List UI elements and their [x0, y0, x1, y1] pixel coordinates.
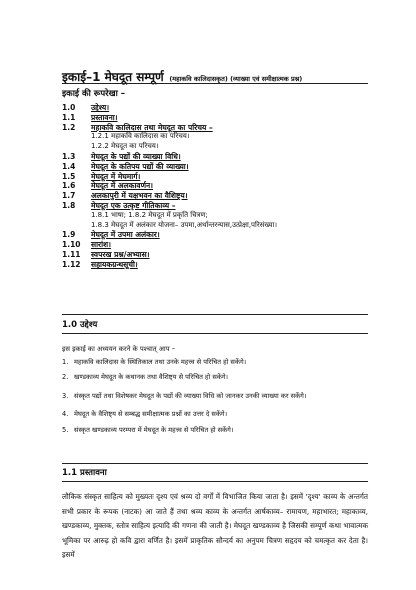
section-rule-top — [62, 314, 368, 315]
objective-item — [62, 389, 368, 404]
toc-row — [62, 113, 368, 123]
objective-number: 4. — [62, 410, 69, 419]
toc-label: उद्देश्य। — [91, 103, 110, 112]
toc-subrow — [62, 211, 368, 221]
objective-item — [62, 426, 368, 434]
toc-row — [62, 181, 368, 191]
toc-label: मेघदूत एक उत्कृष्ट गीतिकाव्य – — [91, 200, 176, 210]
toc-row — [62, 230, 368, 240]
toc-num: 1.8 — [62, 200, 76, 210]
objective-number: 2. — [62, 373, 69, 382]
toc-row — [62, 103, 368, 113]
toc-row — [62, 152, 368, 162]
toc-sub-label: 1.8.3 मेघदूत में अलंकार योजना– उपमा,अर्थान्तरन्यास,उत्प्रेक्षा,परिसंख्या। — [91, 220, 278, 229]
toc-label: स्वपरख प्रश्न/अभ्यास। — [91, 249, 150, 259]
objective-text: संस्कृत पद्यों तथा विशेषकर मेघदूत के पद्यों की व्याख्या विधि को जानकर उनकी व्याख्या कर सकेंगे। — [74, 391, 307, 400]
toc-label: मेघदूत में उपमा अलंकार। — [91, 230, 160, 240]
objective-text: महाकवि कालिदास के स्थितिकाल तथा उनके महत्त्व से परिचित हो सकेंगे। — [74, 358, 247, 366]
toc-label: मेघदूत में अलकावर्णन। — [91, 181, 153, 191]
objective-number: 5. — [62, 425, 69, 434]
toc-label: अलकापुरी में यक्षभवन का वैशिष्ट्य। — [91, 191, 188, 201]
toc-num: 1.0 — [62, 103, 76, 112]
objectives-intro: इस इकाई का अध्ययन करने के पश्चात् आप – — [62, 345, 176, 353]
toc-row — [62, 123, 368, 133]
toc-sub-label: 1.2.1 महाकवि कालिदास का परिचय। — [91, 132, 190, 141]
objectives-list — [62, 358, 368, 441]
toc-row — [62, 260, 368, 270]
toc-num: 1.11 — [62, 249, 81, 259]
section-heading-objectives: 1.0 उद्देश्य — [62, 320, 98, 330]
toc-title: इकाई की रूपरेखा – — [62, 89, 125, 99]
toc-num: 1.3 — [62, 151, 76, 161]
section-rule-bottom — [62, 481, 368, 482]
toc-row — [62, 240, 368, 250]
toc-subrow — [62, 221, 368, 231]
toc-num: 1.10 — [62, 240, 81, 250]
toc-num: 1.6 — [62, 181, 76, 191]
toc-sub-label: 1.2.2 मेघदूत का परिचय। — [91, 142, 159, 151]
toc-sub-label: 1.8.1 भाषा; 1.8.2 मेघदूत में प्रकृति चित्रण; — [91, 210, 208, 219]
toc-subrow — [62, 132, 368, 142]
toc-num: 1.12 — [62, 259, 81, 269]
toc-num: 1.1 — [62, 112, 76, 122]
objective-number: 1. — [62, 358, 69, 366]
objective-text: खण्डकाव्य मेघदूत के कथानक तथा वैशिष्ट्य से परिचित हो सकेंगे। — [74, 373, 229, 382]
toc-row — [62, 191, 368, 201]
toc-row — [62, 162, 368, 172]
section-rule-top — [62, 463, 368, 464]
unit-title: इकाई–1 मेघदूत सम्पूर्ण — [62, 70, 164, 84]
toc-num: 1.7 — [62, 191, 76, 201]
objective-number: 3. — [62, 391, 69, 400]
toc-label: सारांश। — [91, 240, 111, 250]
toc-num: 1.5 — [62, 171, 76, 181]
objective-text: संस्कृत खण्डकाव्य परम्परा में मेघदूत के महत्त्व से परिचित हो सकेंगे। — [74, 425, 234, 434]
objective-item — [62, 358, 368, 366]
introduction-paragraph: लौकिक संस्कृत साहित्य को मुख्यतः दृश्य एवं श्रव्य दो वर्गों में विभाजित किया जाता है। इसमें 'दृश्य' काव्य के अन्तर्गत सभी प्रकार के रूपक (नाटक) आ जाते हैं तथा श्रव्य काव्य के अन्तर्गत आर्षकाव्य– रामायण, महाभारत; महाकाव्य, खण्डकाव्य, मुक्तक, स्तोत्र साहित्य इत्यादि की गणना की जाती है। मेघदूत खण्डकाव्य है जिसकी सम्पूर्ण कथा भावात्मक भूमिका पर आरुढ़ हो कवि द्वारा वर्णित है। इसमें प्राकृतिक सौन्दर्य का अनुपम चित्रण सहृदय को चमत्कृत कर देता है। इसमें — [62, 492, 368, 560]
objective-item — [62, 410, 368, 418]
toc-row — [62, 250, 368, 260]
toc-label: महाकवि कालिदास तथा मेघदूत का परिचय – — [91, 122, 213, 132]
toc-num: 1.4 — [62, 161, 76, 171]
unit-subtitle: (महाकवि कालिदासकृत) (व्याख्या एवं समीक्षात्मक प्रश्न) — [169, 75, 303, 83]
toc-label: मेघदूत के कतिपय पद्यों की व्याख्या। — [91, 161, 189, 171]
objective-text: मेघदूत के वैशिष्ट्य से सम्बद्ध समीक्षात्मक प्रश्नों का उत्तर दे सकेंगे। — [74, 410, 228, 419]
section-rule-bottom — [62, 333, 368, 334]
toc-row — [62, 172, 368, 182]
section-heading-introduction: 1.1 प्रस्तावना — [62, 468, 107, 478]
toc-label: मेघदूत में मेघमार्ग। — [91, 171, 141, 181]
header-rule — [62, 83, 368, 84]
toc-subrow — [62, 142, 368, 152]
toc-label: सहायकग्रन्थसूची। — [91, 259, 138, 269]
toc-row — [62, 201, 368, 211]
toc-num: 1.9 — [62, 230, 76, 240]
toc-label: मेघदूत के पद्यों की व्याख्या विधि। — [91, 151, 181, 161]
toc-num: 1.2 — [62, 122, 76, 132]
objective-item — [62, 373, 368, 381]
table-of-contents — [62, 103, 368, 270]
toc-label: प्रस्तावना। — [91, 112, 118, 122]
